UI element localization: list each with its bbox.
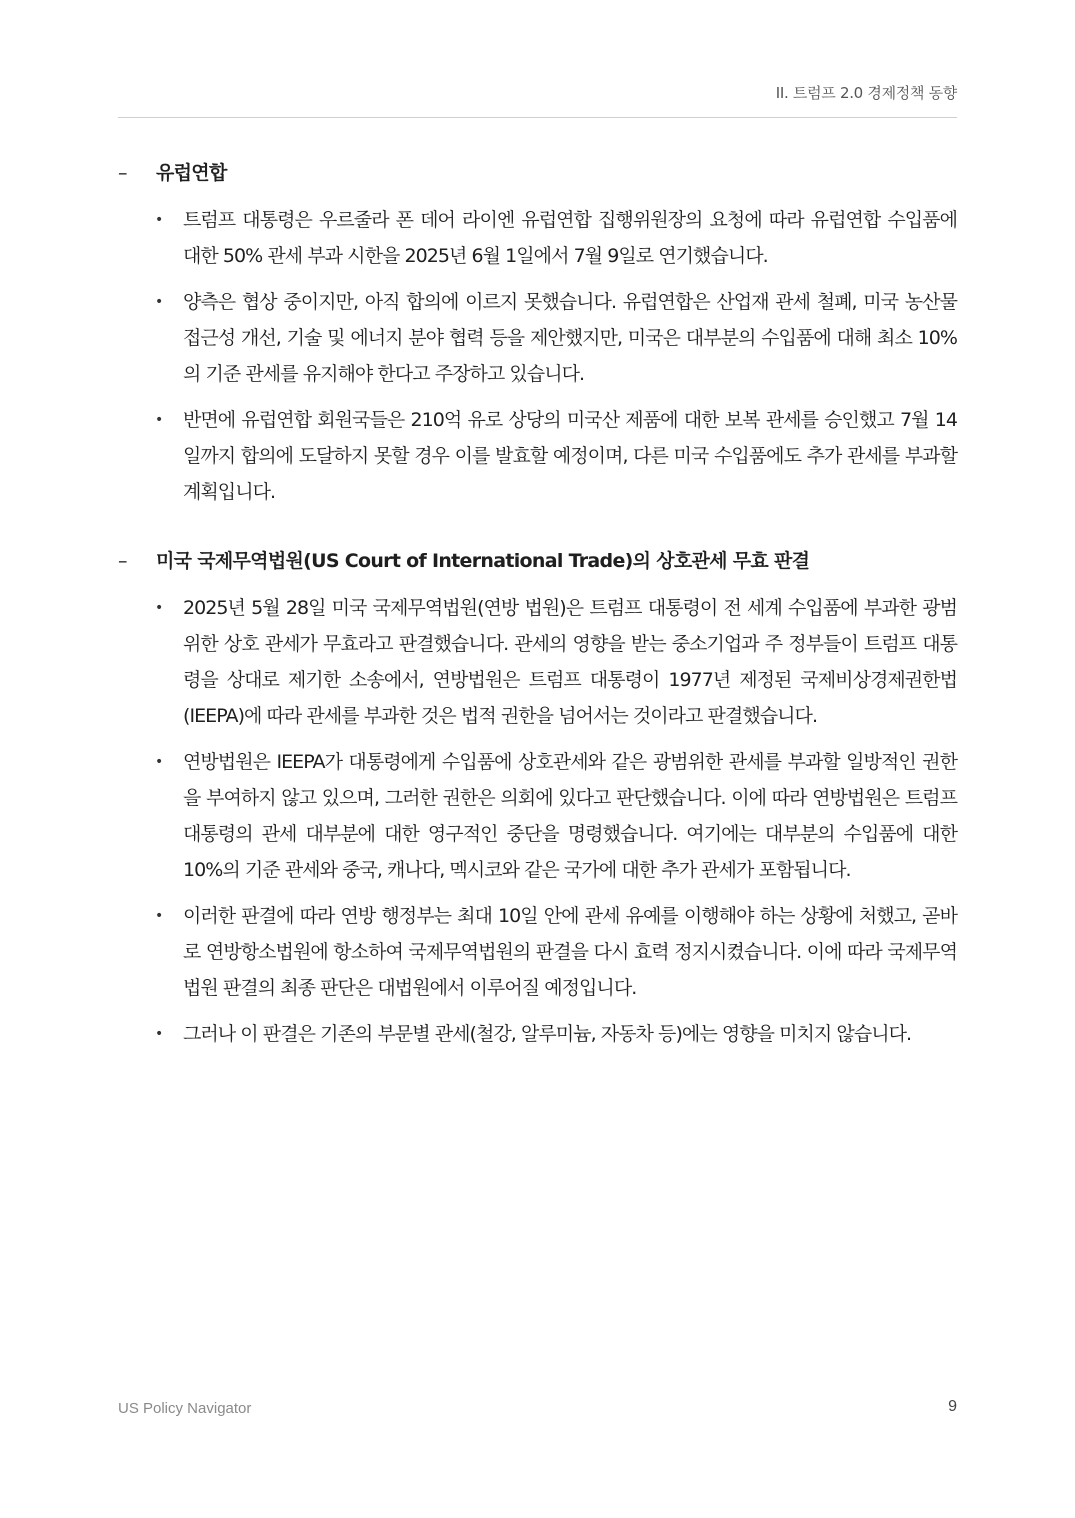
- section-heading: [118, 546, 957, 576]
- list-item-text: 이러한 판결에 따라 연방 행정부는 최대 10일 안에 관세 유예를 이행해야 하는 상황에 처했고, 곧바로 연방항소법원에 항소하여 국제무역법원의 판결을 다시 효력 정지시켰습니다. 이에 따라 국제무역법원 판결의 최종 판단은 대법원에서 이루어질 예정입니다.: [183, 905, 957, 999]
- section-title: 유럽연합: [156, 162, 227, 184]
- list-item-text: 연방법원은 IEEPA가 대통령에게 수입품에 상호관세와 같은 광범위한 관세를 부과할 일방적인 권한을 부여하지 않고 있으며, 그러한 권한은 의회에 있다고 판단했습니다. 이에 따라 연방법원은 트럼프 대통령의 관세 대부분에 대한 영구적인 중단을 명령했습니다. 여기에는 대부분의 수입품에 대한 10%의 기준 관세와 중국, 캐나다, 멕시코와 같은 국가에 대한 추가 관세가 포함됩니다.: [183, 751, 957, 881]
- list-item: [155, 1016, 957, 1052]
- header-divider: [118, 117, 957, 118]
- section-court-ruling: [118, 546, 957, 1052]
- bullet-dot-icon: •: [155, 1026, 163, 1042]
- main-content: [118, 158, 957, 1088]
- list-item-text: 양측은 협상 중이지만, 아직 합의에 이르지 못했습니다. 유럽연합은 산업재 관세 철폐, 미국 농산물 접근성 개선, 기술 및 에너지 분야 협력 등을 제안했지만, 미국은 대부분의 수입품에 대해 최소 10%의 기준 관세를 유지해야 한다고 주장하고 있습니다.: [183, 291, 957, 385]
- section-heading: [118, 158, 957, 188]
- list-item: [155, 590, 957, 734]
- bullet-dot-icon: •: [155, 212, 163, 228]
- list-item: [155, 898, 957, 1006]
- bullet-dot-icon: •: [155, 600, 163, 616]
- list-item: [155, 402, 957, 510]
- footer-publication: US Policy Navigator: [118, 1400, 252, 1417]
- page-number: 9: [948, 1398, 957, 1415]
- bullet-list: [118, 202, 957, 510]
- list-item: [155, 202, 957, 274]
- list-item-text: 트럼프 대통령은 우르줄라 폰 데어 라이엔 유럽연합 집행위원장의 요청에 따라 유럽연합 수입품에 대한 50% 관세 부과 시한을 2025년 6월 1일에서 7월 9일로 연기했습니다.: [183, 209, 957, 267]
- list-item-text: 2025년 5월 28일 미국 국제무역법원(연방 법원)은 트럼프 대통령이 전 세계 수입품에 부과한 광범위한 상호 관세가 무효라고 판결했습니다. 관세의 영향을 받는 중소기업과 주 정부들이 트럼프 대통령을 상대로 제기한 소송에서, 연방법원은 트럼프 대통령이 1977년 제정된 국제비상경제권한법(IEEPA)에 따라 관세를 부과한 것은 법적 권한을 넘어서는 것이라고 판결했습니다.: [183, 597, 957, 727]
- bullet-dot-icon: •: [155, 908, 163, 924]
- section-eu: [118, 158, 957, 510]
- running-header: II. 트럼프 2.0 경제정책 동향: [775, 84, 957, 102]
- bullet-dot-icon: •: [155, 294, 163, 310]
- bullet-dot-icon: •: [155, 412, 163, 428]
- bullet-list: [118, 590, 957, 1052]
- section-title: 미국 국제무역법원(US Court of International Trade)의 상호관세 무효 판결: [156, 550, 810, 572]
- list-item-text: 반면에 유럽연합 회원국들은 210억 유로 상당의 미국산 제품에 대한 보복 관세를 승인했고 7월 14일까지 합의에 도달하지 못할 경우 이를 발효할 예정이며, 다른 미국 수입품에도 추가 관세를 부과할 계획입니다.: [183, 409, 957, 503]
- dash-marker-icon: –: [118, 550, 127, 572]
- list-item: [155, 284, 957, 392]
- dash-marker-icon: –: [118, 162, 127, 184]
- bullet-dot-icon: •: [155, 754, 163, 770]
- list-item: [155, 744, 957, 888]
- list-item-text: 그러나 이 판결은 기존의 부문별 관세(철강, 알루미늄, 자동차 등)에는 영향을 미치지 않습니다.: [183, 1023, 912, 1045]
